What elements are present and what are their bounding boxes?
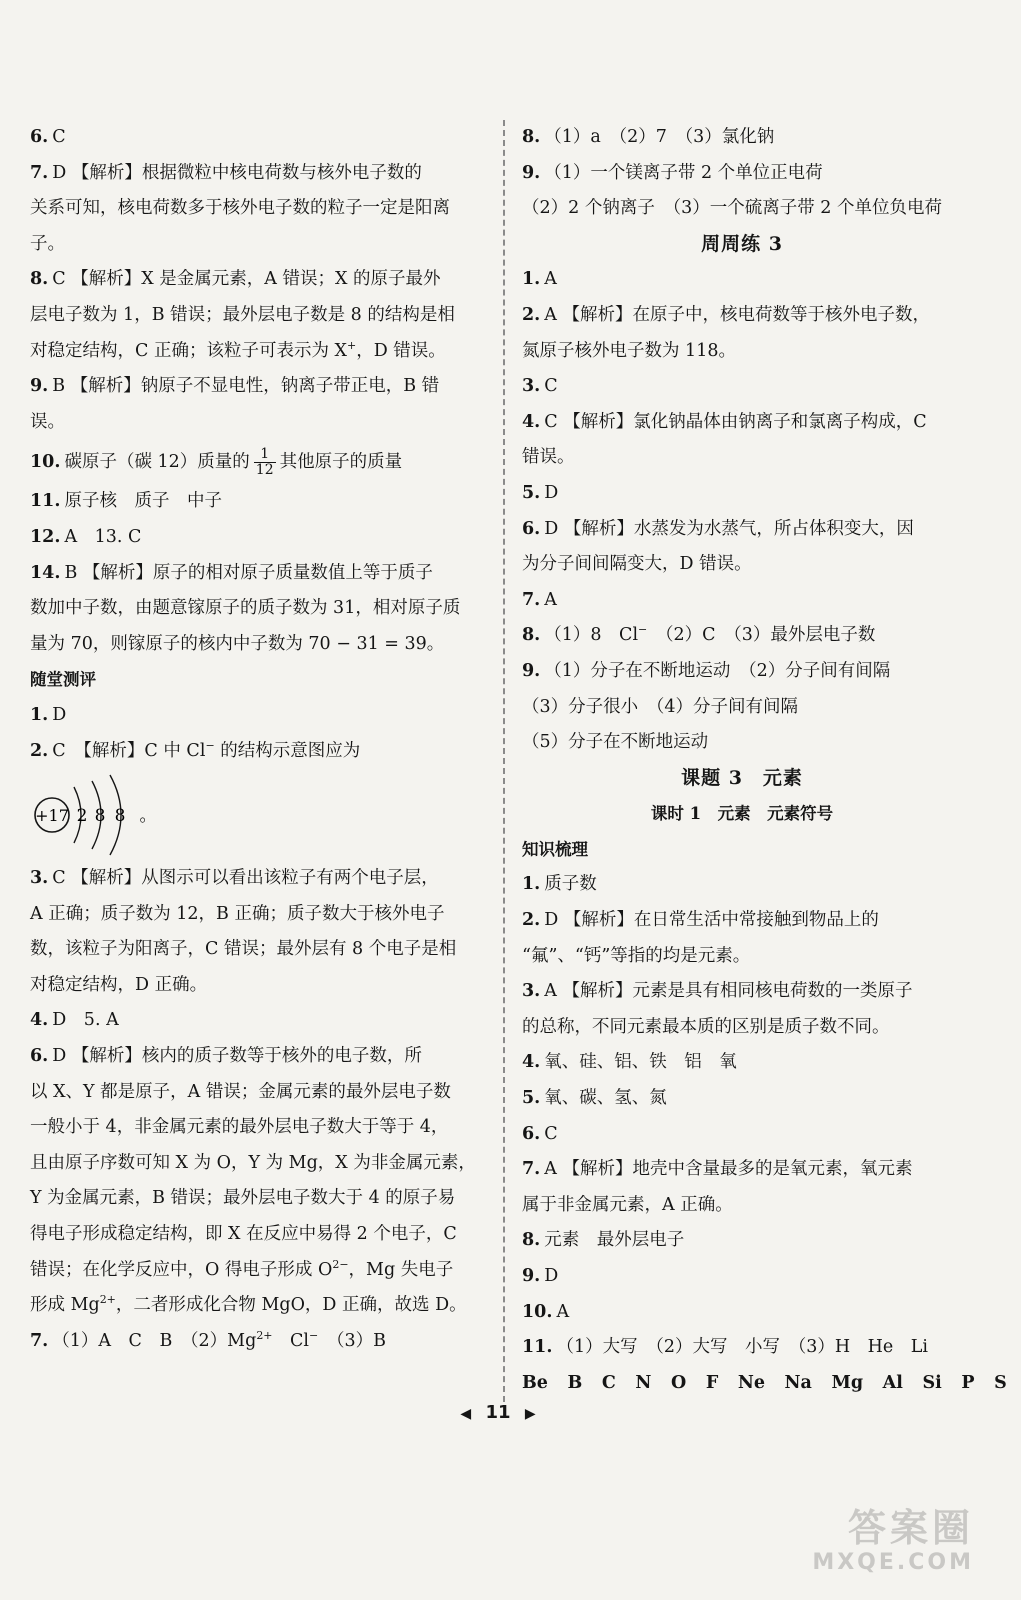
subheading-period-1: 课时 1 元素 元素符号 (650, 804, 834, 824)
test-answer-6-line8: 形成 $Mg^{2+}$，二者形成化合物 MgO，D 正确，故选 D。 (30, 1293, 467, 1316)
element-symbol: N (635, 1372, 652, 1393)
section-knowledge-review: 知识梳理 (522, 839, 588, 859)
element-symbol: P (961, 1372, 975, 1393)
weekly-answer-2-line2: 氮原子核外电子数为 118。 (522, 340, 736, 361)
answer-8-line1: 8. C 【解析】X 是金属元素，A 错误；X 的原子最外 (30, 269, 441, 290)
shell-2: 8 (94, 806, 106, 827)
r-answer-9b: （2）2 个钠离子 （3）一个硫离子带 2 个单位负电荷 (522, 198, 942, 219)
weekly-answer-8: 8. （1）8 Cl− （2）C （3）最外层电子数 (522, 623, 876, 646)
element-symbol: F (705, 1372, 719, 1393)
test-answer-6-line4: 且由原子序数可知 X 为 O，Y 为 Mg，X 为非金属元素， (30, 1152, 476, 1173)
answer-7-line2: 关系可知，核电荷数多于核外电子数的粒子一定是阳离 (30, 198, 450, 219)
test-answer-2: 2. C 【解析】C 中 Cl− 的结构示意图应为 (30, 738, 361, 761)
test-answer-6-line5: Y 为金属元素，B 错误；最外层电子数大于 4 的原子易 (30, 1188, 456, 1209)
weekly-answer-4-line1: 4. C 【解析】氯化钠晶体由钠离子和氯离子构成，C (522, 411, 927, 432)
knowledge-answer-8: 8. 元素 最外层电子 (522, 1230, 685, 1251)
weekly-answer-4-line2: 错误。 (522, 447, 575, 468)
element-symbol: O (670, 1372, 687, 1393)
next-page-icon[interactable]: ▶ (524, 1406, 536, 1422)
weekly-answer-7: 7. A (522, 589, 557, 610)
weekly-answer-6-line1: 6. D 【解析】水蒸发为水蒸气，所占体积变大，因 (522, 518, 914, 539)
page-footer (0, 1402, 996, 1423)
knowledge-answer-7-line2: 属于非金属元素，A 正确。 (522, 1194, 733, 1215)
knowledge-answer-7-line1: 7. A 【解析】地壳中含量最多的是氧元素，氧元素 (522, 1159, 913, 1180)
element-symbol: Ne (737, 1372, 765, 1393)
element-symbol: Al (882, 1372, 903, 1393)
answer-8-line3: 对稳定结构，C 正确；该粒子可表示为 X+，D 错误。 (30, 338, 446, 361)
knowledge-answer-2-line2: “氟”、“钙”等指的均是元素。 (522, 945, 751, 966)
test-answer-3-line2: A 正确；质子数为 12，B 正确；质子数大于核外电子 (30, 903, 445, 924)
answer-9-line2: 误。 (30, 411, 65, 432)
fraction-1-12: $\frac{1}{12}$ (255, 446, 274, 479)
column-divider (503, 120, 505, 1402)
diagram-period: 。 (139, 806, 157, 827)
knowledge-answer-1: 1. 质子数 (522, 874, 597, 895)
shell-1: 2 (76, 806, 88, 827)
answer-10: 10. 碳原子（碳 12）质量的 $\frac{1}{12}$ 其他原子的质量 (30, 446, 403, 479)
watermark-logo (724, 1506, 974, 1586)
element-symbol: Mg (831, 1372, 864, 1393)
answer-11: 11. 原子核 质子 中子 (30, 491, 222, 512)
knowledge-answer-3-line2: 的总称，不同元素最本质的区别是质子数不同。 (522, 1016, 890, 1037)
answer-14-line2: 数加中子数，由题意镓原子的质子数为 31，相对原子质 (30, 598, 461, 619)
knowledge-answer-11: 11. （1）大写 （2）大写 小写 （3）H He Li (522, 1337, 928, 1358)
knowledge-answer-3-line1: 3. A 【解析】元素是具有相同核电荷数的一类原子 (522, 981, 913, 1002)
cl-ion-diagram-svg (30, 773, 230, 857)
element-symbol: Be (522, 1372, 548, 1393)
knowledge-answer-5: 5. 氧、碳、氢、氮 (522, 1088, 667, 1109)
section-suitang-ceping: 随堂测评 (30, 670, 96, 690)
prev-page-icon[interactable]: ◀ (460, 1406, 472, 1422)
knowledge-answer-9: 9. D (522, 1266, 559, 1286)
atom-structure-diagram (30, 769, 488, 861)
answer-14-line1: 14. B 【解析】原子的相对原子质量数值上等于质子 (30, 562, 433, 583)
nucleus-label: +17 (35, 806, 69, 826)
weekly-answer-5: 5. D (522, 482, 559, 503)
shell-3: 8 (114, 806, 126, 827)
element-symbols-list (522, 1366, 1007, 1402)
element-symbol: S (994, 1372, 1007, 1393)
answer-6: 6. C (30, 127, 66, 147)
test-answer-6-line7: 错误；在化学反应中，O 得电子形成 $O^{2-}$，Mg 失电子 (30, 1257, 454, 1280)
knowledge-answer-6: 6. C (522, 1123, 558, 1144)
watermark-title: 答案圈 (847, 1506, 974, 1550)
weekly-answer-9b: （3）分子很小 （4）分子间有间隔 (522, 696, 799, 717)
element-symbol: Na (784, 1372, 812, 1393)
test-answer-6-line6: 得电子形成稳定结构，即 X 在反应中易得 2 个电子，C (30, 1224, 457, 1245)
test-answer-4-5: 4. D 5. A (30, 1010, 119, 1031)
knowledge-answer-2-line1: 2. D 【解析】在日常生活中常接触到物品上的 (522, 910, 879, 931)
weekly-answer-9c: （5）分子在不断地运动 (522, 732, 709, 753)
weekly-answer-3: 3. C (522, 376, 558, 397)
weekly-answer-2-line1: 2. A 【解析】在原子中，核电荷数等于核外电子数， (522, 304, 930, 325)
r-answer-9: 9. （1）一个镁离子带 2 个单位正电荷 (522, 162, 823, 183)
answer-7-line1: 7. D 【解析】根据微粒中核电荷数与核外电子数的 (30, 162, 422, 183)
answer-9-line1: 9. B 【解析】钠原子不显电性，钠离子带正电，B 错 (30, 376, 440, 397)
page-number: 11 (485, 1402, 511, 1423)
element-symbol: Si (922, 1372, 942, 1393)
answer-7-line3: 子。 (30, 233, 65, 254)
test-answer-6-line2: 以 X、Y 都是原子，A 错误；金属元素的最外层电子数 (30, 1081, 451, 1102)
answer-12-13: 12. A 13. C (30, 526, 142, 547)
element-symbol: C (601, 1372, 616, 1393)
weekly-answer-6-line2: 为分子间间隔变大，D 错误。 (522, 554, 752, 575)
weekly-answer-1: 1. A (522, 269, 557, 290)
weekly-answer-9: 9. （1）分子在不断地运动 （2）分子间有间隔 (522, 660, 891, 681)
knowledge-answer-10: 10. A (522, 1301, 570, 1322)
answer-8-line2: 层电子数为 1，B 错误；最外层电子数是 8 的结构是相 (30, 304, 455, 325)
test-answer-3-line1: 3. C 【解析】从图示可以看出该粒子有两个电子层， (30, 868, 439, 889)
test-answer-6-line1: 6. D 【解析】核内的质子数等于核外的电子数，所 (30, 1046, 422, 1067)
heading-weekly-practice-3: 周周练 3 (701, 232, 783, 255)
test-answer-1: 1. D (30, 704, 67, 725)
heading-lesson-3-elements: 课题 3 元素 (681, 766, 803, 789)
test-answer-3-line3: 数，该粒子为阳离子，C 错误；最外层有 8 个电子是相 (30, 939, 457, 960)
element-symbol: B (567, 1372, 583, 1393)
right-column (522, 120, 1007, 1401)
test-answer-6-line3: 一般小于 4，非金属元素的最外层电子数大于等于 4， (30, 1117, 449, 1138)
knowledge-answer-4: 4. 氧、硅、铝、铁 铝 氧 (522, 1052, 737, 1073)
answer-14-line3: 量为 70，则镓原子的核内中子数为 70 − 31 = 39。 (30, 633, 445, 654)
test-answer-7: 7. （1）A C B $(2)Mg^{2+}$ Cl− （3）B (30, 1328, 386, 1351)
left-column (30, 120, 488, 1359)
r-answer-8: 8. （1）a （2）7 （3）氯化钠 (522, 127, 775, 147)
test-answer-3-line4: 对稳定结构，D 正确。 (30, 974, 208, 995)
watermark-url: MXQE.COM (812, 1550, 974, 1575)
